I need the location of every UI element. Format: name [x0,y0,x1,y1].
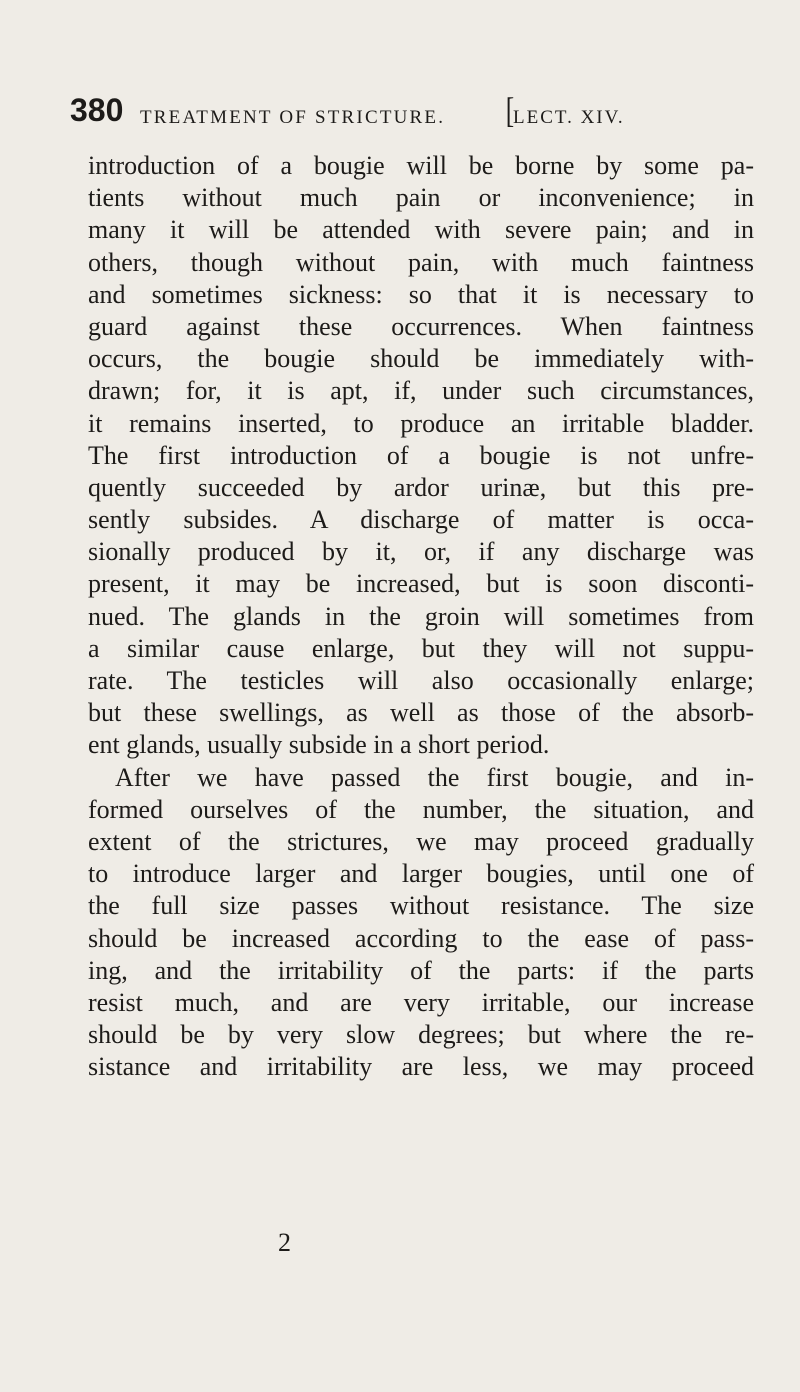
text-line: quently succeeded by ardor urinæ, but this pre- [88,472,754,502]
text-line: ing, and the irritability of the parts: if the parts [88,955,754,985]
text-line: and sometimes sickness: so that it is necessary to [88,279,754,309]
page-number: 380 [70,92,124,128]
text-line: many it will be attended with severe pain; and in [88,215,754,245]
text-line: formed ourselves of the number, the situation, and [88,794,754,824]
lecture-reference [504,90,625,130]
running-header [70,92,760,142]
text-line: The first introduction of a bougie is not unfre- [88,440,754,470]
text-line: the full size passes without resistance. The size [88,891,754,921]
text-line: should be by very slow degrees; but where the re- [88,1020,754,1050]
text-line: rate. The testicles will also occasionally enlarge; [88,666,754,695]
text-line: to introduce larger and larger bougies, until one of [88,859,754,889]
text-line: ent glands, usually subside in a short period. [88,730,550,760]
text-line: nued. The glands in the groin will sometimes from [88,601,754,631]
text-line: sionally produced by it, or, if any discharge was [88,537,754,567]
lecture-reference-text: LECT. XIV. [513,107,625,128]
text-line: introduction of a bougie will be borne by some pa- [88,151,754,180]
text-line: should be increased according to the ease of pass- [88,923,754,953]
body-text [88,150,754,1083]
text-line: drawn; for, it is apt, if, under such circumstances, [88,376,754,406]
text-line: tients without much pain or inconvenience; in [88,183,754,213]
text-line: extent of the strictures, we may proceed gradually [88,826,754,856]
lecture-bracket: [ [505,90,515,130]
text-line: guard against these occurrences. When faintness [88,311,754,341]
text-line: a similar cause enlarge, but they will not suppu- [88,633,754,663]
signature-mark: 2 [278,1228,291,1257]
text-line: but these swellings, as well as those of the absorb- [88,698,754,728]
text-line: occurs, the bougie should be immediately with- [88,344,754,374]
text-line: it remains inserted, to produce an irritable bladder. [88,408,754,438]
text-line: others, though without pain, with much faintness [88,247,754,277]
text-line: sently subsides. A discharge of matter is occa- [88,505,754,535]
running-head-title: TREATMENT OF STRICTURE. [140,107,446,128]
text-line: present, it may be increased, but is soon disconti- [88,569,754,599]
text-line: sistance and irritability are less, we may proceed [88,1052,754,1082]
text-line: resist much, and are very irritable, our increase [88,987,754,1017]
text-line-paragraph-start: After we have passed the first bougie, and in- [115,762,754,792]
